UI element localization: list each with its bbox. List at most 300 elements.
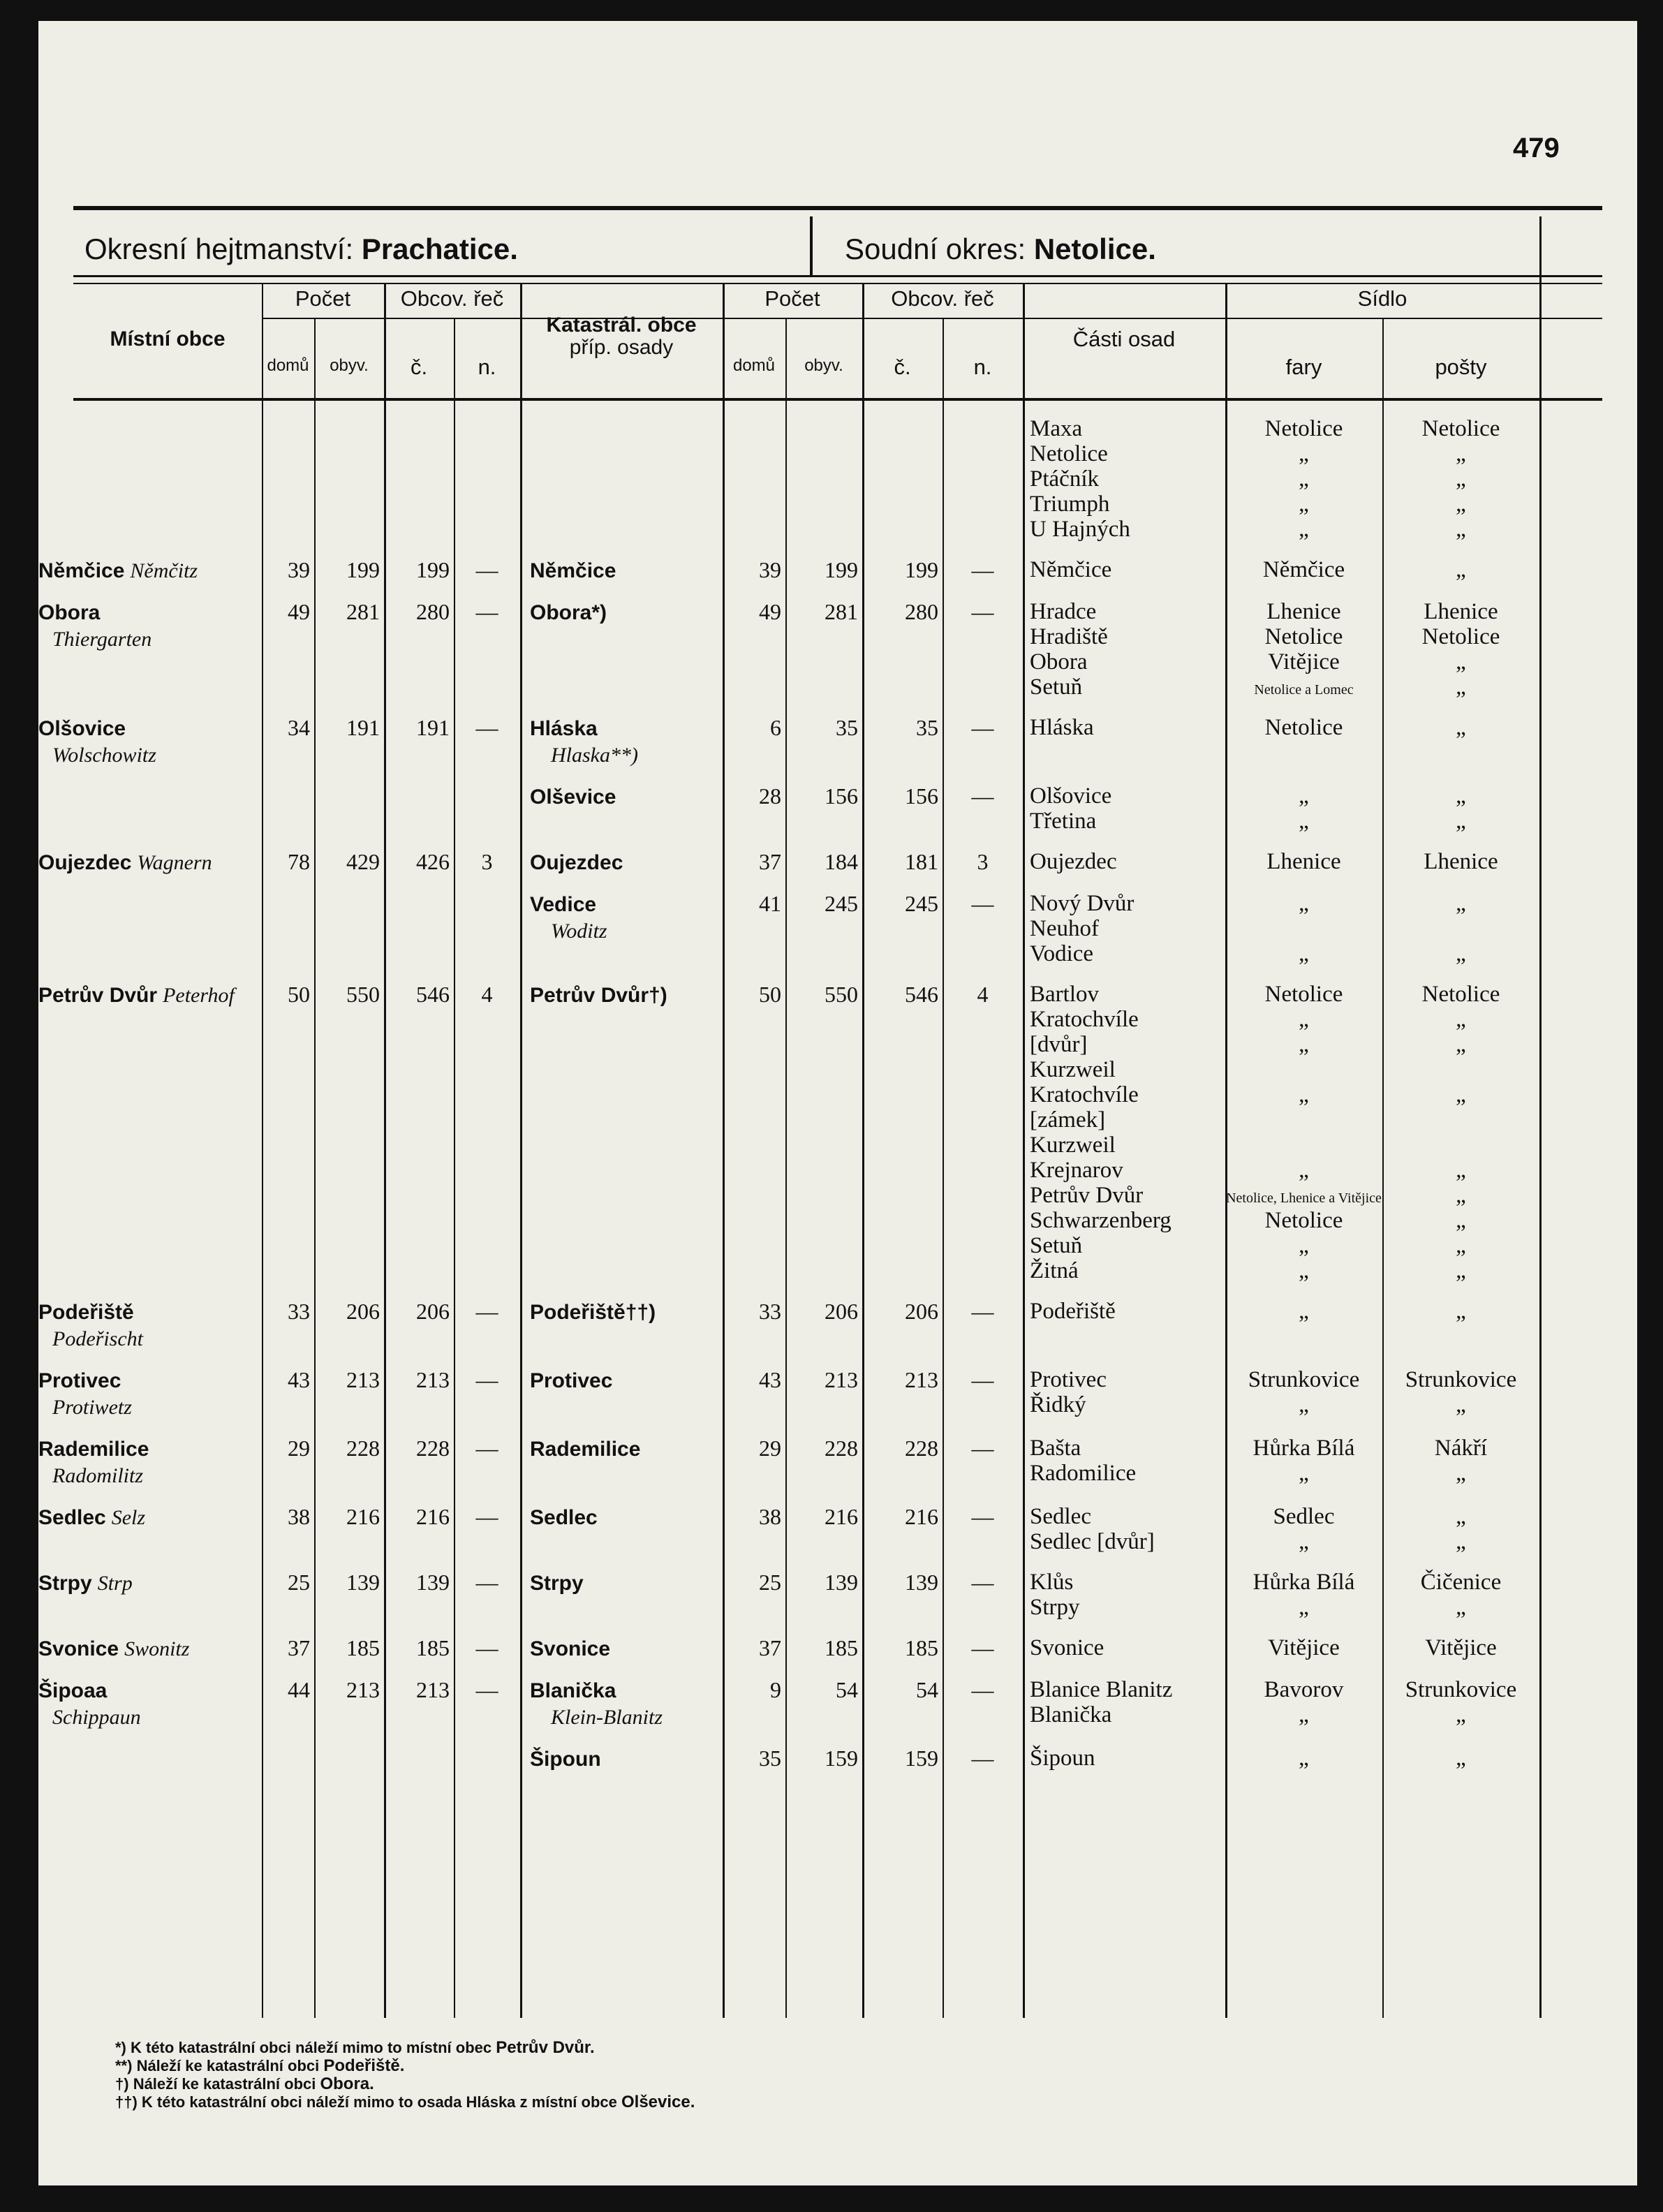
table-row [38,978,1539,1295]
fary-entry: Lhenice [1266,599,1341,624]
posty-cell [1382,1741,1539,1783]
district-heading [84,233,518,266]
posty-entry: Strunkovice [1405,1367,1517,1392]
kat-c: 54 [916,1677,938,1702]
katastral-cell [520,1500,723,1565]
cast-osady: Bartlov [1030,982,1099,1007]
kat-obyv: 550 [825,982,858,1007]
cast-osady: Blanička [1030,1702,1112,1727]
cast-osady: Strpy [1030,1595,1080,1620]
obec-c: 139 [416,1570,450,1595]
fary-entry: Netolice [1264,1208,1343,1233]
posty-entry: Strunkovice [1405,1677,1517,1702]
obec-domu: 78 [288,849,310,874]
posty-entry: „ [1456,941,1466,966]
cast-osady: Netolice [1030,441,1108,466]
obec-cell [38,845,262,887]
posty-entry: „ [1456,809,1466,834]
kat-obyv [785,412,862,553]
fary-cell [1225,1295,1382,1363]
cast-osady: Žitná [1030,1258,1079,1283]
posty-entry: „ [1456,649,1466,674]
kat-c: 139 [905,1570,938,1595]
posty-cell [1382,1500,1539,1565]
cast-osady: Kurzweil [1030,1057,1116,1082]
cast-osady: Klůs [1030,1570,1074,1595]
obec-name-de: Radomilitz [52,1464,144,1487]
footnote-mark: **) [115,2057,137,2074]
top-rule [73,206,1602,210]
fary-entry: „ [1299,1258,1309,1283]
colhead-mid-rule [262,318,1602,319]
fary-entry [1225,1057,1382,1082]
kat-obyv: 206 [825,1299,858,1324]
obec-obyv: 191 [346,715,380,740]
fary-entry: „ [1299,1082,1309,1107]
footnote [115,2093,695,2111]
cast-osady: Sedlec [1030,1504,1091,1529]
fary-entry: „ [1299,1032,1309,1057]
cast-osady: Ptáčník [1030,466,1099,492]
obec-cell [38,1631,262,1673]
fary-entry: „ [1299,1529,1309,1554]
katastral-name: Olševice [530,786,616,809]
header-divider [810,216,813,276]
obec-obyv [314,412,384,553]
col-c-2: č. [894,355,911,379]
posty-entry: „ [1456,1032,1466,1057]
footnote-ref: Olševice. [621,2093,695,2111]
obec-n: — [475,1677,498,1702]
katastral-name: Sedlec [530,1506,598,1529]
footnote-mark: †) [115,2075,133,2093]
col-fary: fary [1285,355,1322,379]
posty-cell [1382,978,1539,1295]
fary-entry: Bavorov [1264,1677,1344,1702]
fary-cell [1225,1631,1382,1673]
obec-name: Němčice [38,559,125,582]
katastral-name: Strpy [530,1572,584,1595]
obec-n: — [475,1299,498,1324]
katastral-cell [520,1741,723,1783]
kat-c: 185 [905,1635,938,1660]
obec-domu [262,412,314,553]
fary-cell [1225,1741,1382,1783]
fary-entry: „ [1299,1746,1309,1771]
table-row [38,595,1539,711]
table-row [38,1295,1539,1363]
col-c-1: č. [410,355,428,379]
kat-domu: 25 [759,1570,781,1595]
footnote [115,2039,695,2057]
katastral-name: Hláska [530,717,598,740]
posty-entry: Čičenice [1420,1570,1502,1595]
posty-entry: „ [1456,1158,1466,1183]
fary-entry [1225,1133,1382,1158]
footnote-ref: Obora. [320,2074,374,2093]
casti-cell [1023,412,1225,553]
kat-c: 213 [905,1367,938,1392]
posty-entry: „ [1456,1007,1466,1032]
casti-cell [1023,1741,1225,1783]
posty-entry: „ [1456,1595,1466,1620]
cast-osady: Šipoun [1030,1746,1095,1771]
cast-osady: Triumph [1030,492,1110,517]
fary-cell [1225,1565,1382,1631]
posty-entry: Nákří [1434,1436,1488,1461]
posty-entry: „ [1456,1529,1466,1554]
court-label: Soudní okres: [845,233,1026,265]
fary-cell [1225,1431,1382,1500]
fary-entry: Netolice [1264,715,1343,740]
footnote-mark: ††) [115,2093,142,2111]
obec-domu: 34 [288,715,310,740]
cast-osady: Krejnarov [1030,1158,1123,1183]
kat-c: 546 [905,982,938,1007]
fary-cell [1225,595,1382,711]
kat-n: — [971,1570,994,1595]
kat-c: 35 [916,715,938,740]
table-row [38,1673,1539,1741]
footnote-ref: Podeřiště. [323,2056,405,2075]
obec-name: Šipoaa [38,1679,108,1702]
cast-osady: Oujezdec [1030,849,1117,874]
posty-entry: Lhenice [1424,849,1498,874]
katastral-name: Vedice [530,893,597,916]
col-katastral [520,314,723,358]
obec-c [384,887,454,978]
fary-entry: Netolice, Lhenice a Vitějice [1226,1190,1382,1206]
fary-entry: Hůrka Bílá [1252,1436,1355,1461]
obec-domu: 25 [288,1570,310,1595]
obec-domu: 38 [288,1504,310,1529]
katastral-name: Podeřiště††) [530,1301,656,1324]
kat-c: 199 [905,557,938,582]
katastral-cell [520,1295,723,1363]
fary-entry [1225,916,1382,941]
obec-c: 213 [416,1367,450,1392]
cast-osady: Radomilice [1030,1461,1137,1486]
obec-obyv: 213 [346,1677,380,1702]
kat-obyv: 245 [825,891,858,916]
katastral-name-de: Hlaska**) [551,744,638,767]
katastral-cell [520,1673,723,1741]
table-row [38,1631,1539,1673]
obec-c: 185 [416,1635,450,1660]
kat-domu: 28 [759,783,781,809]
kat-n: — [971,1677,994,1702]
fary-entry: „ [1299,1299,1309,1324]
posty-cell [1382,412,1539,553]
kat-n: 4 [977,982,989,1007]
katastral-name: Blanička [530,1679,616,1702]
col-obyv-1: obyv. [330,356,369,375]
fary-cell [1225,711,1382,779]
obec-cell [38,711,262,779]
obec-domu: 50 [288,982,310,1007]
posty-entry: „ [1456,517,1466,542]
kat-n: — [971,599,994,624]
col-domu-1: domů [267,356,309,375]
fary-entry: „ [1299,466,1309,492]
kat-c: 228 [905,1436,938,1461]
obec-cell [38,553,262,595]
fary-cell [1225,1500,1382,1565]
fary-entry: Vitějice [1268,649,1340,674]
posty-entry: „ [1456,1208,1466,1233]
obec-c [384,412,454,553]
court-heading [845,233,1156,266]
katastral-name: Oujezdec [530,851,623,874]
kat-c: 280 [905,599,938,624]
obec-obyv [314,779,384,845]
obec-domu: 39 [288,557,310,582]
fary-entry [1225,1107,1382,1133]
cast-osady: Svonice [1030,1635,1104,1660]
page-number: 479 [1513,133,1560,163]
posty-entry: Netolice [1421,624,1500,649]
cast-osady: Sedlec [dvůr] [1030,1529,1155,1554]
kat-obyv: 184 [825,849,858,874]
kat-c: 245 [905,891,938,916]
posty-cell [1382,1295,1539,1363]
obec-name: Petrův Dvůr [38,984,158,1007]
kat-c: 181 [905,849,938,874]
vrule-13 [1539,216,1542,2018]
fary-entry: Sedlec [1273,1504,1335,1529]
cast-osady: Bašta [1030,1436,1081,1461]
fary-cell [1225,978,1382,1295]
fary-entry: „ [1299,809,1309,834]
footnote [115,2075,695,2093]
fary-entry: Hůrka Bílá [1252,1570,1355,1595]
obec-name: Rademilice [38,1438,149,1461]
posty-cell [1382,595,1539,711]
obec-obyv: 550 [346,982,380,1007]
kat-obyv: 213 [825,1367,858,1392]
table-row [38,1741,1539,1783]
casti-cell [1023,595,1225,711]
fary-cell [1225,845,1382,887]
fary-entry: „ [1299,1595,1309,1620]
footnote-text: Náleží ke katastrální obci [136,2057,324,2074]
fary-entry: „ [1299,891,1309,916]
posty-cell [1382,711,1539,779]
posty-entry: „ [1456,1233,1466,1258]
cast-osady: Obora [1030,649,1088,674]
katastral-name-de: Woditz [551,920,607,943]
obec-name-de: Podeřischt [52,1327,143,1350]
obec-cell [38,887,262,978]
obec-name-de: Strp [97,1572,133,1595]
obec-domu [262,887,314,978]
kat-obyv: 54 [836,1677,858,1702]
cast-osady: Setuň [1030,674,1083,700]
fary-entry: Netolice [1264,416,1343,441]
posty-entry: „ [1456,1461,1466,1486]
fary-entry: „ [1299,1158,1309,1183]
footnote-text: Náleží ke katastrální obci [133,2075,320,2093]
kat-n: 3 [977,849,989,874]
cast-osady: U Hajných [1030,517,1130,542]
footnote-mark: *) [115,2039,131,2056]
header-rule [73,275,1602,277]
fary-entry: Netolice [1264,624,1343,649]
fary-entry: „ [1299,1007,1309,1032]
casti-cell [1023,779,1225,845]
kat-n: — [971,783,994,809]
katastral-cell [520,1631,723,1673]
obec-n [454,887,520,978]
obec-domu: 33 [288,1299,310,1324]
fary-entry: Netolice [1264,982,1343,1007]
obec-n: — [475,715,498,740]
katastral-name: Petrův Dvůr†) [530,984,667,1007]
casti-cell [1023,887,1225,978]
kat-domu: 39 [759,557,781,582]
cast-osady: Blanice Blanitz [1030,1677,1173,1702]
obec-name-de: Němčitz [130,559,198,582]
kat-domu: 50 [759,982,781,1007]
obec-n: — [475,1367,498,1392]
obec-cell [38,1565,262,1631]
kat-domu: 49 [759,599,781,624]
posty-entry: „ [1456,1746,1466,1771]
obec-c: 213 [416,1677,450,1702]
kat-obyv: 139 [825,1570,858,1595]
colhead-bottom-rule [73,398,1602,401]
fary-entry: „ [1299,941,1309,966]
posty-entry: „ [1456,1504,1466,1529]
kat-domu: 29 [759,1436,781,1461]
fary-entry: „ [1299,492,1309,517]
obec-c: 206 [416,1299,450,1324]
fary-entry: „ [1299,1233,1309,1258]
posty-entry: „ [1456,1702,1466,1727]
posty-entry: „ [1456,557,1466,582]
posty-entry: „ [1456,715,1466,740]
cast-osady: Petrův Dvůr [1030,1183,1144,1208]
kat-domu [723,412,785,553]
posty-cell [1382,553,1539,595]
obec-obyv: 429 [346,849,380,874]
col-mistni-obce: Místní obce [110,327,226,351]
katastral-cell [520,887,723,978]
kat-domu: 9 [770,1677,781,1702]
kat-obyv: 35 [836,715,858,740]
posty-cell [1382,779,1539,845]
casti-cell [1023,1363,1225,1431]
posty-entry [1382,916,1539,941]
col-obyv-2: obyv. [804,356,843,375]
col-katastral-line2: příp. osady [569,335,674,359]
obec-n: — [475,1504,498,1529]
col-obcov-1: Obcov. řeč [400,286,504,311]
posty-entry: „ [1456,492,1466,517]
obec-domu: 44 [288,1677,310,1702]
kat-obyv: 281 [825,599,858,624]
obec-c [384,1741,454,1783]
fary-entry: Strunkovice [1248,1367,1360,1392]
obec-name-de: Peterhof [163,984,235,1007]
col-obcov-2: Obcov. řeč [891,286,994,311]
fary-cell [1225,1673,1382,1741]
obec-name: Sedlec [38,1506,106,1529]
kat-c: 216 [905,1504,938,1529]
posty-entry: Netolice [1421,982,1500,1007]
kat-obyv: 216 [825,1504,858,1529]
cast-osady: Hradce [1030,599,1097,624]
kat-domu: 38 [759,1504,781,1529]
posty-cell [1382,887,1539,978]
obec-obyv: 216 [346,1504,380,1529]
obec-n: 3 [481,849,493,874]
col-n-1: n. [478,355,496,379]
katastral-cell [520,845,723,887]
fary-cell [1225,553,1382,595]
obec-c: 216 [416,1504,450,1529]
casti-cell [1023,711,1225,779]
col-pocet-2: Počet [764,286,820,311]
katastral-cell [520,412,723,553]
cast-osady: Schwarzenberg [1030,1208,1172,1233]
posty-entry: „ [1456,441,1466,466]
obec-name: Obora [38,601,101,624]
footnotes [115,2039,695,2111]
obec-cell [38,779,262,845]
obec-name: Svonice [38,1637,119,1660]
posty-entry: „ [1456,1082,1466,1107]
kat-n: — [971,891,994,916]
kat-obyv: 185 [825,1635,858,1660]
footnote-text: K této katastrální obci náleží mimo to osada Hláska z místní obce [141,2093,621,2111]
table-row [38,887,1539,978]
obec-n: — [475,557,498,582]
cast-osady: Protivec [1030,1367,1107,1392]
court-value: Netolice. [1033,233,1156,265]
katastral-name: Němčice [530,559,616,582]
table-row [38,553,1539,595]
katastral-cell [520,1363,723,1431]
kat-domu: 43 [759,1367,781,1392]
obec-n [454,1741,520,1783]
obec-n: — [475,1570,498,1595]
katastral-name-de: Klein-Blanitz [551,1706,663,1729]
footnote-text: K této katastrální obci náleží mimo to místní obec [131,2039,496,2056]
obec-n: 4 [481,982,493,1007]
katastral-cell [520,978,723,1295]
page [38,21,1637,2185]
obec-n: — [475,1436,498,1461]
kat-domu: 41 [759,891,781,916]
kat-domu: 33 [759,1299,781,1324]
obec-name-de: Thiergarten [52,628,152,651]
fary-entry: Lhenice [1266,849,1341,874]
obec-name-de: Wagnern [137,851,212,874]
obec-obyv: 228 [346,1436,380,1461]
obec-cell [38,1431,262,1500]
kat-c: 206 [905,1299,938,1324]
obec-obyv: 213 [346,1367,380,1392]
fary-entry: Němčice [1262,557,1345,582]
cast-osady: Němčice [1030,557,1112,582]
obec-domu: 49 [288,599,310,624]
posty-entry [1382,1107,1539,1133]
katastral-cell [520,595,723,711]
posty-entry: „ [1456,783,1466,809]
fary-cell [1225,887,1382,978]
casti-cell [1023,1295,1225,1363]
